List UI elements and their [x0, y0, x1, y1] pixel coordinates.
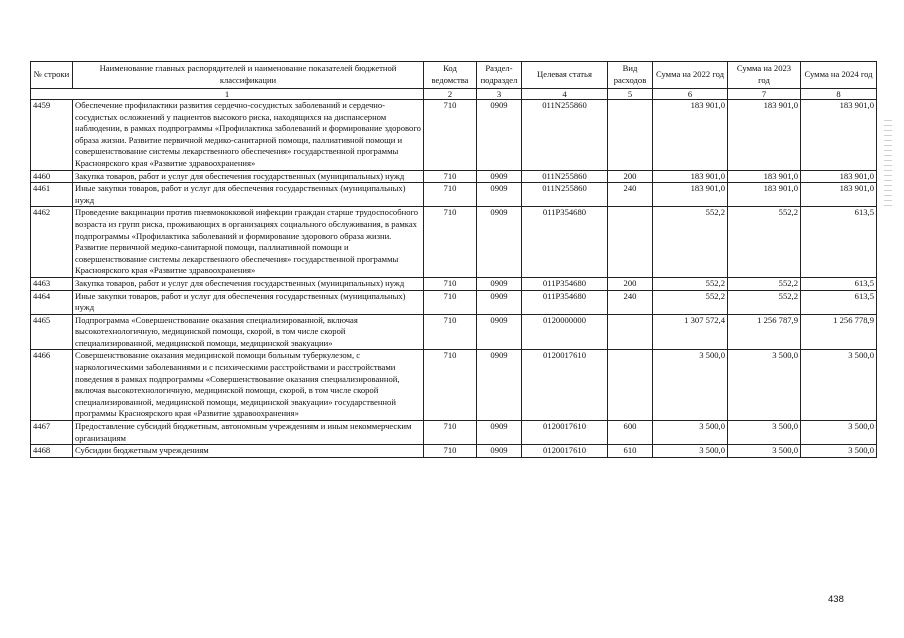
row-number: 4466 — [31, 350, 73, 421]
section-code: 0909 — [477, 183, 522, 207]
dept-code: 710 — [424, 100, 477, 171]
table-row — [31, 421, 877, 445]
target-item: 011P354680 — [522, 207, 608, 278]
sum-2024: 1 256 778,9 — [801, 314, 877, 350]
header-sum-2023: Сумма на 2023 год — [728, 62, 801, 89]
section-code: 0909 — [477, 100, 522, 171]
sum-2023: 552,2 — [728, 277, 801, 290]
item-name: Совершенствование оказания медицинской помощи больным туберкулезом, с наркологическими заболеваниями и с психическими расстройствами и расстройствами поведения в рамках подпрограммы «Совершенствование оказания специализированной, включая высокотехнологичную, медицинской помощи, скорой, в том числе скорой специализированной, медицинской помощи, медицинской эвакуации» государственной программы Красноярского края «Развитие здравоохранения» — [73, 350, 424, 421]
sum-2024: 3 500,0 — [801, 350, 877, 421]
dept-code: 710 — [424, 314, 477, 350]
item-name: Субсидии бюджетным учреждениям — [73, 445, 424, 458]
expense-type — [608, 207, 653, 278]
header-dept-code: Код ведомства — [424, 62, 477, 89]
budget-table — [30, 61, 877, 458]
table-row — [31, 170, 877, 183]
table-row — [31, 207, 877, 278]
dept-code: 710 — [424, 290, 477, 314]
sum-2022: 552,2 — [653, 207, 728, 278]
section-code: 0909 — [477, 350, 522, 421]
section-code: 0909 — [477, 445, 522, 458]
page-number: 438 — [828, 594, 844, 605]
sum-2023: 3 500,0 — [728, 350, 801, 421]
sum-2023: 552,2 — [728, 290, 801, 314]
item-name: Закупка товаров, работ и услуг для обеспечения государственных (муниципальных) нужд — [73, 170, 424, 183]
table-body — [31, 100, 877, 458]
expense-type — [608, 350, 653, 421]
section-code: 0909 — [477, 277, 522, 290]
row-number: 4459 — [31, 100, 73, 171]
expense-type: 600 — [608, 421, 653, 445]
target-item: 0120017610 — [522, 445, 608, 458]
sum-2024: 613,5 — [801, 207, 877, 278]
column-number: 8 — [801, 89, 877, 100]
table-row — [31, 100, 877, 171]
section-code: 0909 — [477, 290, 522, 314]
expense-type: 240 — [608, 183, 653, 207]
dept-code: 710 — [424, 183, 477, 207]
section-code: 0909 — [477, 170, 522, 183]
table-row — [31, 350, 877, 421]
row-number: 4461 — [31, 183, 73, 207]
sum-2023: 1 256 787,9 — [728, 314, 801, 350]
column-number: 1 — [31, 89, 424, 100]
item-name: Иные закупки товаров, работ и услуг для обеспечения государственных (муниципальных) нужд — [73, 183, 424, 207]
sum-2022: 183 901,0 — [653, 183, 728, 207]
table-row — [31, 445, 877, 458]
section-code: 0909 — [477, 207, 522, 278]
section-code: 0909 — [477, 314, 522, 350]
sum-2023: 183 901,0 — [728, 100, 801, 171]
side-scan-mark — [884, 120, 892, 206]
target-item: 011P354680 — [522, 277, 608, 290]
target-item: 0120017610 — [522, 421, 608, 445]
sum-2022: 3 500,0 — [653, 350, 728, 421]
sum-2024: 613,5 — [801, 290, 877, 314]
sum-2022: 1 307 572,4 — [653, 314, 728, 350]
sum-2023: 3 500,0 — [728, 421, 801, 445]
column-number: 2 — [424, 89, 477, 100]
dept-code: 710 — [424, 421, 477, 445]
target-item: 011P354680 — [522, 290, 608, 314]
dept-code: 710 — [424, 170, 477, 183]
row-number: 4462 — [31, 207, 73, 278]
sum-2023: 3 500,0 — [728, 445, 801, 458]
target-item: 0120000000 — [522, 314, 608, 350]
column-number: 3 — [477, 89, 522, 100]
section-code: 0909 — [477, 421, 522, 445]
row-number: 4463 — [31, 277, 73, 290]
row-number: 4468 — [31, 445, 73, 458]
sum-2022: 552,2 — [653, 290, 728, 314]
item-name: Обеспечение профилактики развития сердечно-сосудистых заболеваний и сердечно-сосудистых осложнений у пациентов высокого риска, находящихся на диспансерном наблюдении, в рамках подпрограммы «Профилактика заболеваний и формирование здорового образа жизни. Развитие первичной медико-санитарной помощи, паллиативной помощи и совершенствование системы лекарственного обеспечения» государственной программы Красноярского края «Развитие здравоохранения» — [73, 100, 424, 171]
expense-type: 200 — [608, 170, 653, 183]
row-number: 4465 — [31, 314, 73, 350]
table-row — [31, 290, 877, 314]
target-item: 011N255860 — [522, 170, 608, 183]
row-number: 4464 — [31, 290, 73, 314]
table-row — [31, 277, 877, 290]
column-numbers-row — [31, 89, 877, 100]
row-number: 4460 — [31, 170, 73, 183]
expense-type: 200 — [608, 277, 653, 290]
sum-2024: 183 901,0 — [801, 100, 877, 171]
expense-type — [608, 100, 653, 171]
item-name: Подпрограмма «Совершенствование оказания специализированной, включая высокотехнологичную, медицинской помощи, скорой, в том числе скорой специализированной, медицинской помощи, медицинской эвакуации» — [73, 314, 424, 350]
item-name: Проведение вакцинации против пневмококковой инфекции граждан старше трудоспособного возраста из групп риска, проживающих в организациях социального обслуживания, в рамках подпрограммы «Профилактика заболеваний и формирование здорового образа жизни. Развитие первичной медико-санитарной помощи, паллиативной помощи и совершенствование системы лекарственного обеспечения» государственной программы Красноярского края «Развитие здравоохранения» — [73, 207, 424, 278]
sum-2024: 613,5 — [801, 277, 877, 290]
header-row-no: № строки — [31, 62, 73, 89]
expense-type: 240 — [608, 290, 653, 314]
dept-code: 710 — [424, 445, 477, 458]
budget-document — [30, 61, 876, 458]
dept-code: 710 — [424, 207, 477, 278]
sum-2024: 3 500,0 — [801, 421, 877, 445]
column-number: 7 — [728, 89, 801, 100]
sum-2022: 3 500,0 — [653, 445, 728, 458]
table-row — [31, 314, 877, 350]
item-name: Закупка товаров, работ и услуг для обеспечения государственных (муниципальных) нужд — [73, 277, 424, 290]
header-name: Наименование главных распорядителей и наименование показателей бюджетной классификации — [73, 62, 424, 89]
header-target-item: Целевая статья — [522, 62, 608, 89]
target-item: 011N255860 — [522, 183, 608, 207]
table-header — [31, 62, 877, 100]
sum-2022: 183 901,0 — [653, 170, 728, 183]
row-number: 4467 — [31, 421, 73, 445]
sum-2024: 183 901,0 — [801, 183, 877, 207]
item-name: Иные закупки товаров, работ и услуг для обеспечения государственных (муниципальных) нужд — [73, 290, 424, 314]
expense-type: 610 — [608, 445, 653, 458]
dept-code: 710 — [424, 277, 477, 290]
sum-2023: 183 901,0 — [728, 170, 801, 183]
sum-2022: 3 500,0 — [653, 421, 728, 445]
header-section: Раздел-подраздел — [477, 62, 522, 89]
sum-2023: 183 901,0 — [728, 183, 801, 207]
sum-2022: 183 901,0 — [653, 100, 728, 171]
expense-type — [608, 314, 653, 350]
header-sum-2022: Сумма на 2022 год — [653, 62, 728, 89]
sum-2024: 183 901,0 — [801, 170, 877, 183]
dept-code: 710 — [424, 350, 477, 421]
header-sum-2024: Сумма на 2024 год — [801, 62, 877, 89]
column-number: 4 — [522, 89, 608, 100]
target-item: 011N255860 — [522, 100, 608, 171]
header-expense-type: Вид расходов — [608, 62, 653, 89]
item-name: Предоставление субсидий бюджетным, автономным учреждениям и иным некоммерческим организациям — [73, 421, 424, 445]
table-row — [31, 183, 877, 207]
sum-2024: 3 500,0 — [801, 445, 877, 458]
sum-2023: 552,2 — [728, 207, 801, 278]
column-number: 5 — [608, 89, 653, 100]
sum-2022: 552,2 — [653, 277, 728, 290]
target-item: 0120017610 — [522, 350, 608, 421]
column-number: 6 — [653, 89, 728, 100]
